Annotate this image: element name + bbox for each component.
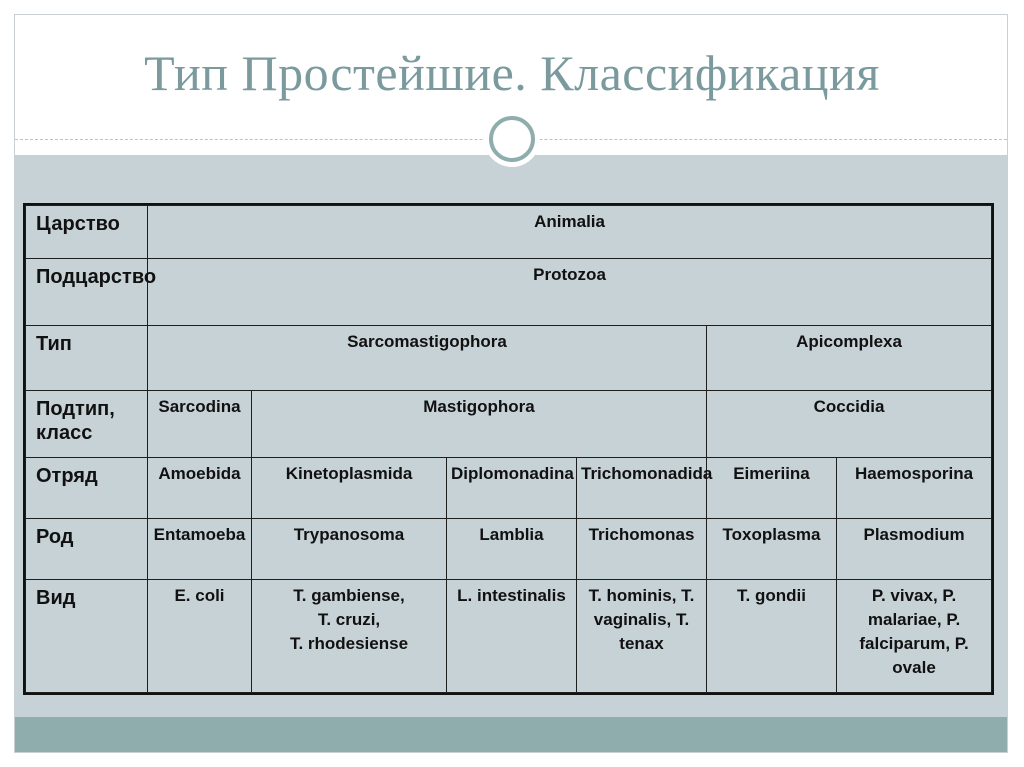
cell-genus-6: Plasmodium bbox=[837, 519, 992, 580]
cell-species-5 bbox=[707, 580, 837, 693]
cell-order-6: Haemosporina bbox=[837, 458, 992, 519]
row-label-species: Вид bbox=[26, 580, 148, 693]
cell-order-5: Eimeriina bbox=[707, 458, 837, 519]
species-line: T. gambiense, bbox=[293, 586, 405, 605]
cell-subphylum-mastigophora: Mastigophora bbox=[252, 391, 707, 458]
cell-species-4 bbox=[577, 580, 707, 693]
row-label-subkingdom: Подцарство bbox=[26, 259, 148, 326]
table-row-subkingdom bbox=[26, 259, 992, 326]
cell-order-3: Diplomonadina bbox=[447, 458, 577, 519]
cell-species-6 bbox=[837, 580, 992, 693]
bottom-bar bbox=[15, 717, 1007, 752]
ring-ornament-icon bbox=[484, 111, 540, 167]
row-label-phylum: Тип bbox=[26, 326, 148, 391]
table-row-kingdom bbox=[26, 206, 992, 259]
cell-phylum-apicomplexa: Apicomplexa bbox=[707, 326, 992, 391]
cell-genus-1: Entamoeba bbox=[148, 519, 252, 580]
species-line: E. coli bbox=[174, 586, 225, 605]
species-line: T. gondii bbox=[737, 586, 806, 605]
cell-phylum-sarcomastigophora: Sarcomastigophora bbox=[148, 326, 707, 391]
species-line: T. cruzi, bbox=[317, 610, 381, 629]
cell-species-3 bbox=[447, 580, 577, 693]
table-row-genus bbox=[26, 519, 992, 580]
cell-order-1: Amoebida bbox=[148, 458, 252, 519]
row-label-kingdom: Царство bbox=[26, 206, 148, 259]
species-line: T. hominis, T. vaginalis, T. tenax bbox=[588, 586, 695, 653]
table-row-species bbox=[26, 580, 992, 693]
cell-species-2 bbox=[252, 580, 447, 693]
cell-kingdom: Animalia bbox=[148, 206, 992, 259]
cell-order-2: Kinetoplasmida bbox=[252, 458, 447, 519]
row-label-order: Отряд bbox=[26, 458, 148, 519]
cell-order-4: Trichomonadida bbox=[577, 458, 707, 519]
table-row-order bbox=[26, 458, 992, 519]
row-label-subphylum: Подтип, класс bbox=[26, 391, 148, 458]
cell-genus-3: Lamblia bbox=[447, 519, 577, 580]
cell-genus-2: Trypanosoma bbox=[252, 519, 447, 580]
table-row-phylum bbox=[26, 326, 992, 391]
cell-genus-4: Trichomonas bbox=[577, 519, 707, 580]
cell-subkingdom: Protozoa bbox=[148, 259, 992, 326]
table-row-subphylum bbox=[26, 391, 992, 458]
cell-subphylum-coccidia: Coccidia bbox=[707, 391, 992, 458]
row-label-genus: Род bbox=[26, 519, 148, 580]
classification-table bbox=[25, 205, 992, 693]
species-line: T. rhodesiense bbox=[289, 634, 409, 653]
slide-title: Тип Простейшие. Классификация bbox=[144, 45, 880, 101]
cell-subphylum-sarcodina: Sarcodina bbox=[148, 391, 252, 458]
species-line: P. vivax, P. malariae, P. falciparum, P. ovale bbox=[859, 586, 969, 677]
species-line: L. intestinalis bbox=[457, 586, 566, 605]
cell-species-1 bbox=[148, 580, 252, 693]
cell-genus-5: Toxoplasma bbox=[707, 519, 837, 580]
